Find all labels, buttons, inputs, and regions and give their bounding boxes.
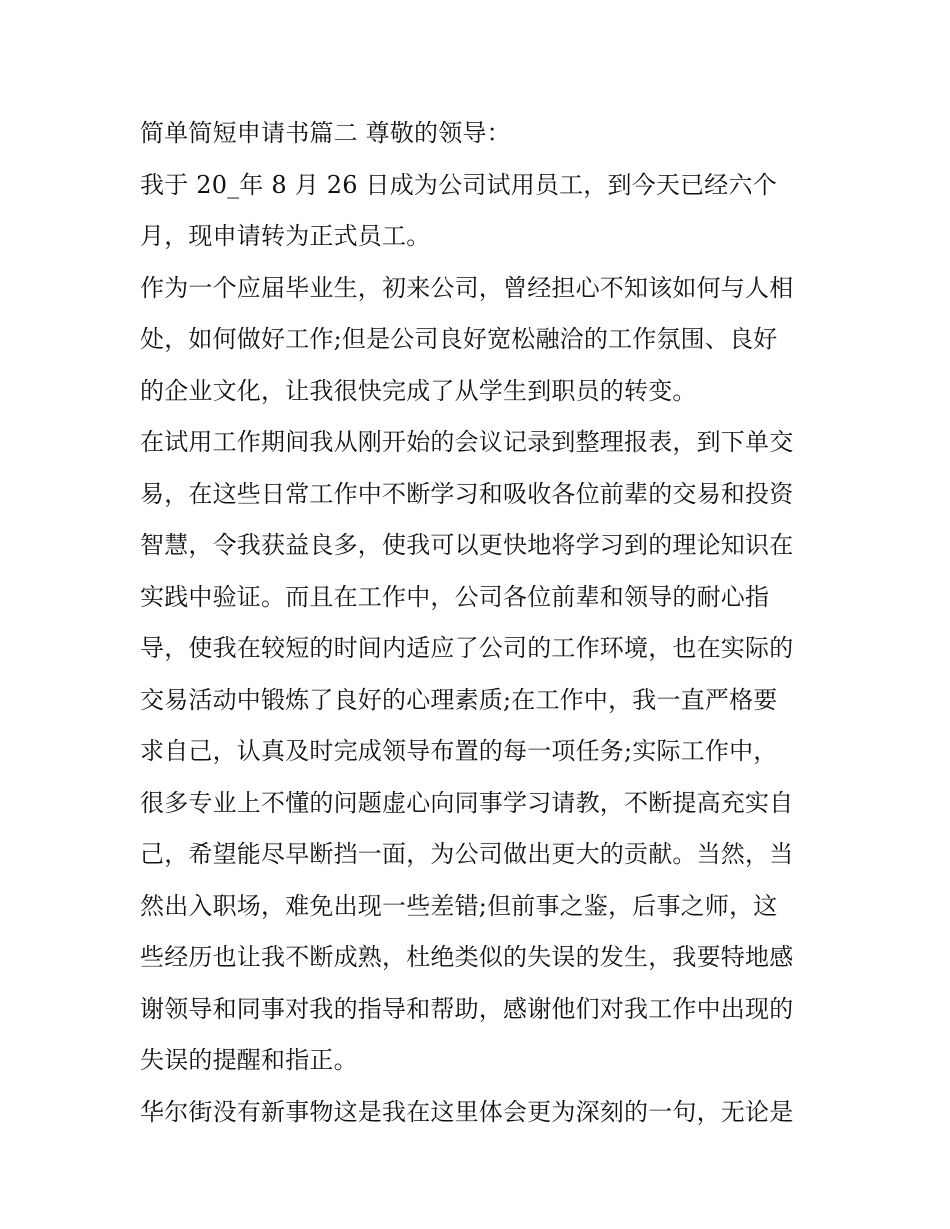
paragraph-line: 智慧，令我获益良多，使我可以更快地将学习到的理论知识在	[140, 531, 794, 559]
paragraph-line: 的企业文化，让我很快完成了从学生到职员的转变。	[140, 376, 697, 405]
paragraph-line: 导，使我在较短的时间内适应了公司的工作环境，也在实际的	[140, 634, 794, 662]
paragraph-line: 我于 20_年 8 月 26 日成为公司试用员工，到今天已经六个	[140, 170, 777, 199]
paragraph-line: 华尔街没有新事物这是我在这里体会更为深刻的一句，无论是	[140, 1097, 794, 1126]
paragraph-line: 易，在这些日常工作中不断学习和吸收各位前辈的交易和投资	[140, 479, 794, 508]
paragraph-line: 很多专业上不懂的问题虚心向同事学习请教，不断提高充实自	[140, 788, 794, 817]
paragraph-line: 己，希望能尽早断挡一面，为公司做出更大的贡献。当然，当	[140, 840, 794, 868]
paragraph-line: 实践中验证。而且在工作中，公司各位前辈和领导的耐心指	[140, 582, 770, 611]
paragraph-line: 然出入职场，难免出现一些差错;但前事之鉴，后事之师，这	[140, 891, 778, 920]
document-body	[140, 108, 830, 1138]
paragraph-line: 处，如何做好工作;但是公司良好宽松融洽的工作氛围、良好	[140, 325, 778, 353]
document-title-line: 简单简短申请书篇二 尊敬的领导：	[140, 119, 511, 147]
paragraph-line: 作为一个应届毕业生，初来公司，曾经担心不知该如何与人相	[140, 273, 794, 302]
paragraph-line: 求自己，认真及时完成领导布置的每一项任务;实际工作中，	[140, 737, 778, 765]
paragraph-line: 在试用工作期间我从刚开始的会议记录到整理报表，到下单交	[140, 428, 794, 456]
paragraph-line: 谢领导和同事对我的指导和帮助，感谢他们对我工作中出现的	[140, 994, 794, 1023]
paragraph-line: 月，现申请转为正式员工。	[140, 222, 431, 250]
paragraph-line: 失误的提醒和指正。	[140, 1046, 358, 1074]
paragraph-line: 交易活动中锻炼了良好的心理素质;在工作中，我一直严格要	[140, 685, 778, 714]
paragraph-line: 些经历也让我不断成熟，杜绝类似的失误的发生，我要特地感	[140, 943, 794, 971]
